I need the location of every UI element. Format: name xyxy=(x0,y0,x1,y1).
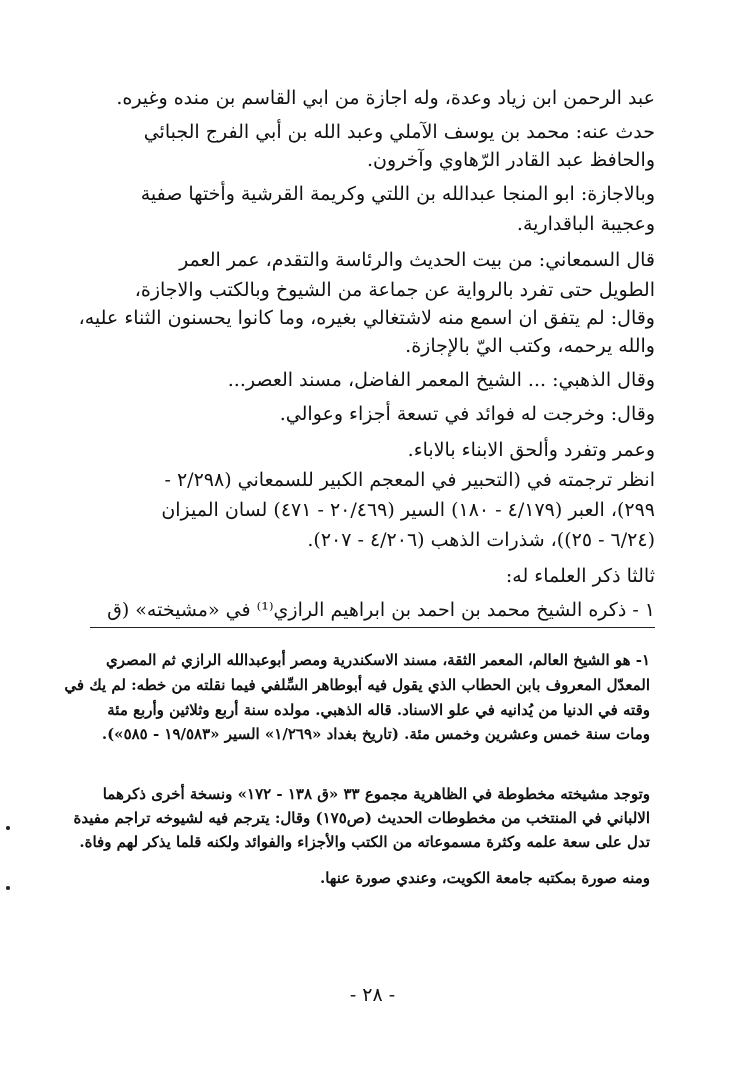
body-line-11: وقال: وخرجت له فوائد في تسعة أجزاء وعوالي. xyxy=(279,403,655,425)
body-line-3: والحافظ عبد القادر الرّهاوي وآخرون. xyxy=(367,149,655,171)
footnote-line-1: ١- هو الشيخ العالم، المعمر الثقة، مسند الاسكندرية ومصر أبوعبدالله الرازي ثم المصري xyxy=(106,651,650,669)
body-line-15: (٦/٢٤ - ٢٥))، شذرات الذهب (٤/٢٠٦ - ٢٠٧). xyxy=(307,529,655,551)
scan-mark xyxy=(6,886,10,890)
body-line-4: وبالاجازة: ابو المنجا عبدالله بن اللتي وكريمة القرشية وأختها صفية xyxy=(140,183,655,205)
body-line-7: الطويل حتى تفرد بالرواية عن جماعة من الشيوخ وبالكتب والاجازة، xyxy=(134,279,655,301)
scan-mark xyxy=(6,826,10,830)
footnote-line-5: وتوجد مشيخته مخطوطة في الظاهرية مجموع ٣٣ «ق ١٣٨ - ١٧٢» ونسخة أخرى ذكرهما xyxy=(102,785,650,803)
body-line-10: وقال الذهبي: ... الشيخ المعمر الفاضل، مسند العصر... xyxy=(227,369,655,391)
body-line-17: ١ - ذكره الشيخ محمد بن احمد بن ابراهيم الرازي⁽¹⁾ في «مشيخته» (ق xyxy=(107,599,655,621)
body-line-8: وقال: لم يتفق ان اسمع منه لاشتغالي بغيره، وما كانوا يحسنون الثناء عليه، xyxy=(78,307,655,329)
body-line-14: ٢٩٩)، العبر (٤/١٧٩ - ١٨٠) السير (٢٠/٤٦٩ - ٤٧١) لسان الميزان xyxy=(161,499,655,521)
body-line-9: والله يرحمه، وكتب اليّ بالإجازة. xyxy=(405,335,655,357)
body-line-6: قال السمعاني: من بيت الحديث والرئاسة والتقدم، عمر العمر xyxy=(179,249,655,271)
footnote-line-6: الالباني في المنتخب من مخطوطات الحديث (ص١٧٥) وقال: يترجم فيه لشيوخه تراجم مفيدة xyxy=(73,809,650,827)
body-line-2: حدث عنه: محمد بن يوسف الآملي وعبد الله بن أبي الفرج الجبائي xyxy=(143,121,655,143)
body-line-12: وعمر وتفرد وألحق الابناء بالاباء. xyxy=(407,439,655,461)
footnote-line-2: المعدّل المعروف بابن الحطاب الذي يقول فيه أبوطاهر السِّلفي فيما نقلته من خطه: لم يك في xyxy=(64,676,650,694)
page-number: - ٢٨ - xyxy=(349,984,396,1006)
footnote-separator xyxy=(90,627,655,628)
footnote-line-7: تدل على سعة علمه وكثرة مسموعاته من الكتب والأجزاء والفوائد ولكنه قلما يذكر لهم وفاة. xyxy=(79,833,650,851)
footnote-line-8: ومنه صورة بمكتبه جامعة الكويت، وعندي صورة عنها. xyxy=(320,869,650,887)
body-line-1: عبد الرحمن ابن زياد وعدة، وله اجازة من ابي القاسم بن منده وغيره. xyxy=(116,87,655,109)
footnote-line-4: ومات سنة خمس وعشرين وخمس مئة. (تاريخ بغداد «١/٢٦٩» السير «١٩/٥٨٣ - ٥٨٥»). xyxy=(101,725,650,743)
section-heading: ثالثا ذكر العلماء له: xyxy=(505,565,655,587)
body-line-5: وعجيبة الباقدارية. xyxy=(516,213,655,235)
body-line-13: انظر ترجمته في (التحبير في المعجم الكبير للسمعاني (٢/٢٩٨ - xyxy=(164,469,655,491)
footnote-line-3: وقته في الدنيا من يُدانيه في علو الاسناد. قاله الذهبي. مولده سنة أربع وثلاثين وأربع مئة xyxy=(107,701,650,719)
